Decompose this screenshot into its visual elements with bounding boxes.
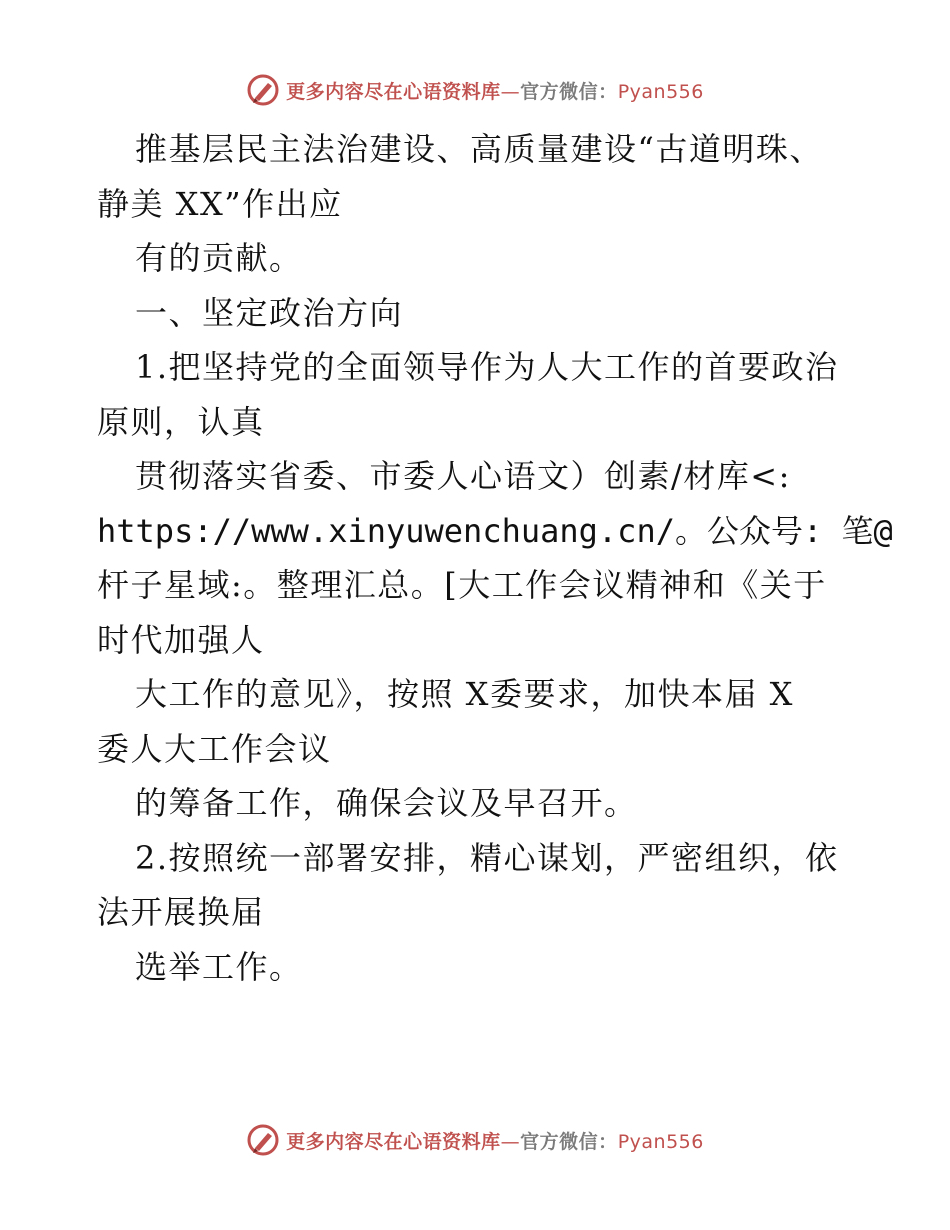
- body-line: 委人大工作会议: [97, 729, 332, 768]
- body-line: 2.按照统一部署安排，精心谋划，严密组织，依: [135, 838, 839, 877]
- footer-watermark-banner: [0, 1120, 950, 1160]
- body-line: 的筹备工作，确保会议及早召开。: [135, 784, 638, 822]
- body-line-url: https://www.xinyuwenchuang.cn/。公众号: 笔@: [97, 511, 893, 550]
- body-line: 法开展换届: [97, 893, 265, 931]
- banner-main-text: 更多内容尽在心语资料库: [286, 1130, 501, 1153]
- body-line: 贯彻落实省委、市委人心语文）创素/材库<:: [135, 457, 791, 495]
- body-line: 时代加强人: [97, 620, 265, 659]
- banner-official-label: 官方微信：: [520, 80, 618, 103]
- body-line: 大工作的意见》，按照 X委要求，加快本届 X: [135, 675, 794, 713]
- section-heading: 一、坚定政治方向: [135, 293, 404, 332]
- body-line: 1.把坚持党的全面领导作为人大工作的首要政治: [135, 348, 839, 386]
- document-body: [97, 122, 893, 994]
- banner-separator: —: [500, 80, 521, 103]
- banner-account-id: Pyan556: [617, 1130, 704, 1153]
- body-line: 杆子星域:。整理汇总。[大工作会议精神和《关于: [97, 566, 827, 604]
- banner-separator: —: [500, 1130, 521, 1153]
- pen-circle-logo-icon: [246, 1123, 280, 1157]
- pen-circle-logo-icon: [246, 73, 280, 107]
- body-line: 选举工作。: [135, 947, 303, 986]
- body-line: 原则，认真: [97, 402, 265, 441]
- banner-account-id: Pyan556: [617, 80, 704, 103]
- banner-main-text: 更多内容尽在心语资料库: [286, 80, 501, 103]
- body-line: 有的贡献。: [135, 239, 303, 277]
- banner-official-label: 官方微信：: [520, 1130, 618, 1153]
- body-line: 推基层民主法治建设、高质量建设“古道明珠、: [135, 130, 823, 168]
- body-line: 静美 XX”作出应: [97, 184, 343, 223]
- header-watermark-banner: [0, 70, 950, 110]
